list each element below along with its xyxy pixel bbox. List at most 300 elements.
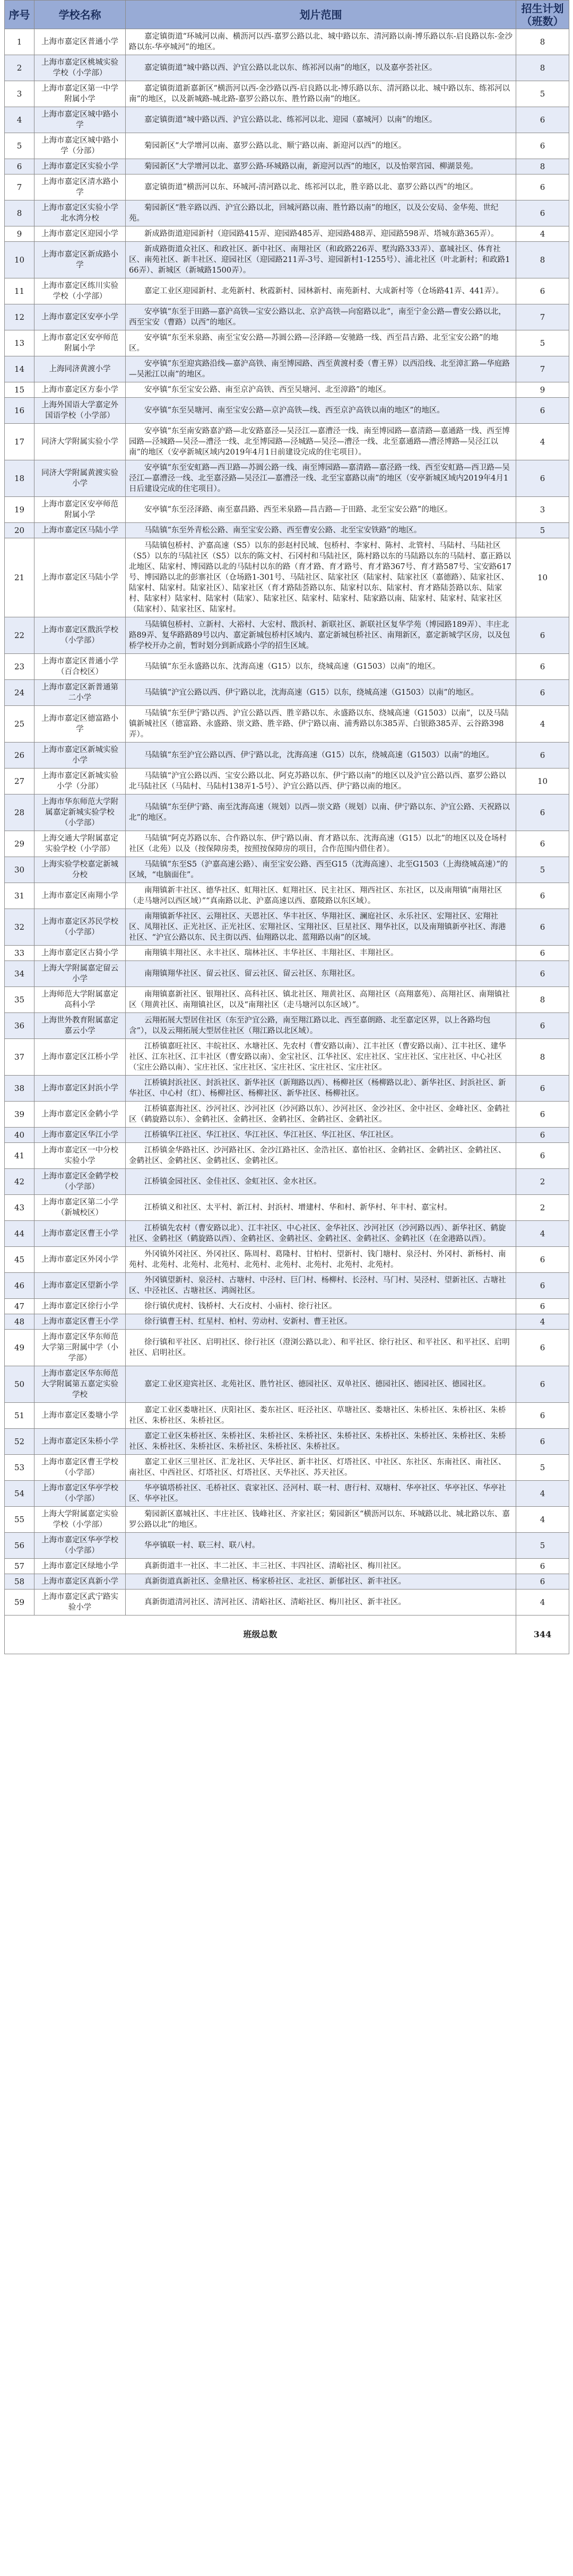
cell-school: 上海市嘉定区娄塘小学: [34, 1403, 126, 1429]
cell-no: 36: [5, 1013, 34, 1039]
cell-school: 上海市嘉定区实验小学北水湾分校: [34, 200, 126, 226]
cell-school: 上海市嘉定区金鹤学校（小学部）: [34, 1169, 126, 1195]
table-row: [5, 398, 569, 424]
cell-school: 上海市嘉定区普通小学（百合校区）: [34, 654, 126, 680]
cell-plan: 6: [516, 1273, 569, 1299]
table-row: [5, 617, 569, 654]
cell-school: 上海同济黄渡小学: [34, 356, 126, 382]
cell-area: 安亭镇“东至泾泽路、南至嘉昌路、西至米泉路—昌吉路—于田路、北至宝安公路”的地区。: [126, 497, 516, 523]
cell-school: 上海市嘉定区新普通第二小学: [34, 680, 126, 706]
cell-school: 上海市嘉定区苏民学校（小学部）: [34, 909, 126, 946]
cell-area: 马陆镇“东至外青松公路、南至宝安公路、西至曹安公路、北至宝安铁路”的地区。: [126, 523, 516, 538]
cell-plan: 6: [516, 200, 569, 226]
table-footer: [5, 1616, 569, 1654]
cell-school: 上海市嘉定区普通小学: [34, 29, 126, 55]
table-row: [5, 1299, 569, 1314]
cell-no: 47: [5, 1299, 34, 1314]
table-row: [5, 497, 569, 523]
table-row: [5, 1403, 569, 1429]
cell-area: 马陆镇“东至伊宁路、南至沈海高速（规划）以西—崇文路（规划）以南、伊宁路以东、沪宜公路、天祝路以北”的地区。: [126, 794, 516, 831]
cell-plan: 6: [516, 1128, 569, 1143]
cell-area: 安亭镇“东至宝安公路、南至京沪高铁、西至吴塘河、北至漳路”的地区。: [126, 382, 516, 398]
cell-no: 34: [5, 961, 34, 987]
cell-school: 上海市嘉定区德富路小学: [34, 706, 126, 743]
cell-plan: 9: [516, 382, 569, 398]
cell-school: 上海市嘉定区朱桥小学: [34, 1429, 126, 1455]
cell-no: 18: [5, 460, 34, 497]
cell-area: 菊园新区“胜辛路以西、沪宜公路以北，回城河路以南、胜竹路以南”的地区，以及公安局、金华苑、世纪苑。: [126, 200, 516, 226]
cell-area: 菊园新区“大学增河以北、嘉罗公路-环城路以南，新迎河以西”的地区，以及怡翠宫园、柳湖景苑。: [126, 159, 516, 174]
cell-area: 马陆镇包桥村、立新村、大裕村、大宏村、戬浜村、新联社区、新联社区复华学苑（博园路189弄）、丰庄北路89弄、复华路路89号以内、嘉定新城包桥村区域内、嘉定新城包桥社区、南翔新区，嘉定新城学区房，以及包桥学校开办之前，暂时划分到新成路小学的招生区域。: [126, 617, 516, 654]
cell-plan: 6: [516, 1143, 569, 1169]
table-row: [5, 1590, 569, 1616]
table-row: [5, 1330, 569, 1366]
cell-no: 5: [5, 133, 34, 159]
cell-no: 14: [5, 356, 34, 382]
cell-school: 上海大学附属嘉定实验学校（小学部）: [34, 1507, 126, 1533]
cell-school: 上海市嘉定区江桥小学: [34, 1039, 126, 1076]
cell-area: 马陆镇包桥村、沪嘉高速（S5）以东的彭赵村民域、包桥村、李家村、陈村、北管村、马陆村、马陆社区（S5）以东的马陆社区（S5）以东的陈文村、石冈村和马陆社区，陈村路以东的马陆路以东的马陆村、嘉正路以北地区、陆家村、博园路以北的马陆村以东的路（育才路、育才路号、育才路367号、育才路587号、宝安路617号、博园路以北的彭寨社区（仓场路1-301号、马陆社区、陆家社区（陆家村、陆家社区（嘉德路）、陆家社区、陆家村、陆家村。陆家社区）、陆家社区（育才路陆荟路以东、陆家村以东、陆家村、育才路陆荟路以东、陆家村、陆家村）陆家村、陆家村（陆家）、陆家社区、陆家村、陆家村、陆家路以南、陆家村、陆家村、陆家社区（陆家村）、陆家社区、陆家村。: [126, 538, 516, 617]
cell-school: 上海市嘉定区第二小学（新城校区）: [34, 1195, 126, 1221]
cell-area: 嘉定镇街道新嘉新区“横沥河以西-金沙路以西-启良路以北-博乐路以东、清河路以北、城中路以东、练祁河以南”的地区，以及新城路-城北路-嘉罗公路以东、胜竹路以南”的地区。: [126, 81, 516, 107]
cell-plan: 5: [516, 1455, 569, 1481]
cell-plan: 7: [516, 304, 569, 330]
table-row: [5, 1013, 569, 1039]
table-row: [5, 909, 569, 946]
cell-plan: 2: [516, 1169, 569, 1195]
cell-plan: 5: [516, 857, 569, 883]
cell-plan: 4: [516, 1507, 569, 1533]
table-row: [5, 1169, 569, 1195]
cell-school: 上海市嘉定区桃城实验学校（小学部）: [34, 55, 126, 81]
cell-area: 嘉定工业区迎宾社区、北苑社区、胜竹社区、德园社区、双单社区、德园社区、德园社区、德园社区。: [126, 1366, 516, 1403]
cell-area: 南翔镇嘉新社区、银翔社区、高科社区、镇北社区、翔黄社区、高翔社区（高翔嘉苑）、高翔社区、南翔镇社区（翔黄社区、南翔镇社区，以及“南翔社区（走马塘河以东区域）”。: [126, 987, 516, 1013]
cell-plan: 8: [516, 1039, 569, 1076]
cell-school: 上海交通大学附属嘉定实验学校（小学部）: [34, 831, 126, 857]
cell-plan: 4: [516, 1221, 569, 1247]
cell-school: 上海市嘉定区封浜小学: [34, 1076, 126, 1102]
table-row: [5, 460, 569, 497]
cell-school: 上海市嘉定区华江小学: [34, 1128, 126, 1143]
cell-area: 南翔镇丰翔社区、永丰社区、瑞林社区、丰华社区、丰翔社区、丰翔社区。: [126, 946, 516, 961]
cell-plan: 10: [516, 769, 569, 794]
cell-school: 上海市嘉定区练川实验学校（小学部）: [34, 278, 126, 304]
cell-no: 46: [5, 1273, 34, 1299]
cell-area: 马陆镇“沪宜公路以西、伊宁路以北，沈海高速（G15）以东，绕城高速（G1503）以南”的地区。: [126, 680, 516, 706]
cell-school: 上海市嘉定区南翔小学: [34, 883, 126, 909]
cell-area: 嘉定工业区娄塘社区、庆阳社区、娄东社区、旺泾社区、草塘社区、娄塘社区、朱桥社区、朱桥社区、朱桥社区、朱桥社区、朱桥社区。: [126, 1403, 516, 1429]
cell-school: 上海市嘉定区真新小学: [34, 1574, 126, 1590]
table-row: [5, 946, 569, 961]
cell-plan: 3: [516, 497, 569, 523]
cell-plan: 6: [516, 398, 569, 424]
cell-school: 上海市嘉定区安亭师范附属小学: [34, 330, 126, 356]
table-row: [5, 769, 569, 794]
header-plan: 招生计划（班数）: [516, 1, 569, 29]
cell-school: 同济大学附属实验小学: [34, 424, 126, 460]
table-row: [5, 706, 569, 743]
cell-plan: 5: [516, 523, 569, 538]
cell-school: 上海市嘉定区曹王小学: [34, 1221, 126, 1247]
cell-area: 嘉定镇街道“城中路以西、沪宜公路以北以东、练祁河以南”的地区，以及嘉亭荟社区。: [126, 55, 516, 81]
cell-area: 马陆镇“东至S5（沪嘉高速公路）、南至宝安公路、西至G15（沈海高速）、北至G1503（上海绕城高速）”的区域，“电脑面住”。: [126, 857, 516, 883]
cell-no: 50: [5, 1366, 34, 1403]
cell-area: 江桥镇嘉海社区、沙河社区、沙河社区（沙河路以东）、沙河社区、金沙社区、金中社区、金峰社区、金鹤社区（鹤旋路以东）、金鹤社区、金鹤社区、金鹤社区、金鹤社区、金鹤社区。: [126, 1102, 516, 1128]
cell-plan: 6: [516, 1299, 569, 1314]
cell-area: 安亭镇“东至迎宾路沿线—嘉沪高铁、南至博园路、西至黄渡村委（曹王界）以西沿线、北至漳汇路—华庭路—吴淞江以南”的地区。: [126, 356, 516, 382]
total-value: 344: [516, 1616, 569, 1654]
cell-area: 南翔镇新丰社区、德华社区、虹翔社区、虹翔社区、民主社区、翔西社区、东社区，以及南翔镇“南翔社区（走马塘河以西区域）”“真南路以北、沪嘉高速以西、嘉陵路以东区域）。: [126, 883, 516, 909]
cell-area: 嘉定工业区三里社区、汇龙社区、天华社区、新丰社区、灯塔社区、中社区、东社区、东南社区、南社区、南社区、中西社区、灯塔社区、灯塔社区、天华社区、苏天社区。: [126, 1455, 516, 1481]
cell-area: 徐行镇曹王村、红星村、柏村、劳动村、安新村、曹王社区。: [126, 1314, 516, 1330]
table-row: [5, 226, 569, 242]
table-row: [5, 1247, 569, 1273]
cell-area: 马陆镇“东至永盛路以东、沈海高速（G15）以东，绕城高速（G1503）以南”的地区。: [126, 654, 516, 680]
cell-plan: 6: [516, 654, 569, 680]
cell-school: 上海市嘉定区戬浜学校（小学部）: [34, 617, 126, 654]
cell-school: 上海市嘉定区曹王小学: [34, 1314, 126, 1330]
cell-plan: 6: [516, 1403, 569, 1429]
cell-school: 上海市嘉定区华亭学校（小学部）: [34, 1481, 126, 1507]
cell-no: 22: [5, 617, 34, 654]
cell-plan: 6: [516, 460, 569, 497]
cell-school: 上海世外教育附属嘉定嘉云小学: [34, 1013, 126, 1039]
cell-plan: 7: [516, 356, 569, 382]
cell-school: 上海市嘉定区武宁路实验小学: [34, 1590, 126, 1616]
table-row: [5, 831, 569, 857]
cell-no: 11: [5, 278, 34, 304]
cell-school: 上海市嘉定区实验小学: [34, 159, 126, 174]
table-body: [5, 29, 569, 1616]
cell-no: 51: [5, 1403, 34, 1429]
cell-no: 38: [5, 1076, 34, 1102]
table-row: [5, 1195, 569, 1221]
cell-no: 48: [5, 1314, 34, 1330]
cell-area: 外冈镇外冈社区、外冈社区、陈周村、葛隆村、甘柏村、望新村、钱门塘村、泉泾村、外冈村、新杨村、南苑村、北苑村、北苑村、北苑村、北苑村、北苑村、北苑村、北苑村、北苑村。: [126, 1247, 516, 1273]
cell-area: 江桥镇先农村（曹安路以北）、江丰社区、中心社区、金华社区、沙河社区（沙河路以西）、新华社区、鹤旋社区、金鹤社区（鹤旋路以西）、金鹤社区、金鹤社区、金鹤社区、金鹤社区、金鹤社区（在金港路以西）。: [126, 1221, 516, 1247]
cell-area: 徐行镇伏虎村、钱桥村、大石皮村、小庙村、徐行社区。: [126, 1299, 516, 1314]
cell-plan: 4: [516, 424, 569, 460]
table-row: [5, 538, 569, 617]
cell-no: 8: [5, 200, 34, 226]
cell-no: 17: [5, 424, 34, 460]
table-row: [5, 1314, 569, 1330]
header-area: 划片范围: [126, 1, 516, 29]
cell-plan: 4: [516, 1481, 569, 1507]
cell-plan: 6: [516, 1330, 569, 1366]
cell-plan: 8: [516, 55, 569, 81]
cell-plan: 4: [516, 1590, 569, 1616]
table-row: [5, 29, 569, 55]
table-row: [5, 1481, 569, 1507]
table-row: [5, 424, 569, 460]
table-row: [5, 242, 569, 278]
cell-no: 53: [5, 1455, 34, 1481]
table-row: [5, 987, 569, 1013]
cell-no: 32: [5, 909, 34, 946]
table-row: [5, 1507, 569, 1533]
table-row: [5, 55, 569, 81]
cell-area: 安亭镇“东至吴塘河、南至宝安公路—京沪高铁—线、西至京沪高铁以南的地区”的地区。: [126, 398, 516, 424]
cell-no: 24: [5, 680, 34, 706]
cell-area: 嘉定工业区迎园新村、北苑新村、秋霞新村、园林新村、南苑新村、大成新村等（仓场路41弄、441弄）。: [126, 278, 516, 304]
table-row: [5, 1128, 569, 1143]
cell-no: 19: [5, 497, 34, 523]
cell-plan: 6: [516, 107, 569, 133]
cell-no: 56: [5, 1533, 34, 1559]
cell-plan: 6: [516, 1559, 569, 1574]
cell-school: 上海市嘉定区曹王学校（小学部）: [34, 1455, 126, 1481]
cell-school: 上海市嘉定区华亭学校（小学部）: [34, 1533, 126, 1559]
table-row: [5, 1143, 569, 1169]
cell-area: 南翔镇新华社区、云翔社区、天恩社区、华丰社区、华翔社区、澜庭社区、永乐社区、宏翔社区、宏翔社区、凤翔社区、正光社区、正光社区、宏翔社区、宝翔社区、巨星社区、翔华社区，以及南翔镇新亭社区、海港社区、“沪宜公路以东、民主街以西、仙翔路以北、蓝翔路以南”的区域。: [126, 909, 516, 946]
cell-plan: 2: [516, 1195, 569, 1221]
cell-school: 同济大学附属黄渡实验小学: [34, 460, 126, 497]
table-row: [5, 356, 569, 382]
cell-area: 安亭镇“东至米泉路、南至宝安公路—苏圆公路—泾泽路—安驰路一线、西至昌吉路、北至宝安公路”的地区。: [126, 330, 516, 356]
cell-area: 华亭镇塔桥社区、毛桥社区、袁家社区、泾河村、联一村、唐行村、双塘村、华亭社区、华亭社区、华亭社区、华亭社区。: [126, 1481, 516, 1507]
cell-no: 6: [5, 159, 34, 174]
cell-school: 上海市嘉定区清水路小学: [34, 174, 126, 200]
cell-plan: 10: [516, 538, 569, 617]
cell-school: 上海大学附属嘉定留云小学: [34, 961, 126, 987]
table-row: [5, 1429, 569, 1455]
table-row: [5, 1366, 569, 1403]
cell-no: 41: [5, 1143, 34, 1169]
cell-plan: 6: [516, 278, 569, 304]
table-row: [5, 200, 569, 226]
header-no: 序号: [5, 1, 34, 29]
cell-area: 嘉定镇街道“环城河以南、横沥河以西-嘉罗公路以北、城中路以东、清河路以南-博乐路以东-启良路以东-金沙路以东-华亭城河”的地区。: [126, 29, 516, 55]
cell-school: 上海市嘉定区城中路小学: [34, 107, 126, 133]
cell-school: 上海市华东师范大学附属嘉定新城实验学校（小学部）: [34, 794, 126, 831]
cell-no: 9: [5, 226, 34, 242]
table-row: [5, 523, 569, 538]
cell-no: 2: [5, 55, 34, 81]
cell-no: 27: [5, 769, 34, 794]
cell-area: 江桥镇义和社区、太平村、新江村、封浜村、增建村、华和村、新华村、年丰村、嘉宝村。: [126, 1195, 516, 1221]
cell-school: 上海市嘉定区望新小学: [34, 1273, 126, 1299]
cell-area: 马陆镇“东至沪宜公路以西、伊宁路以北，沈海高速（G15）以东，绕城高速（G1503）以南”的地区。: [126, 743, 516, 769]
cell-school: 上海实验学校嘉定新城分校: [34, 857, 126, 883]
cell-school: 上海市嘉定区华东师范大学第三附属中学（小学部）: [34, 1330, 126, 1366]
cell-plan: 6: [516, 1076, 569, 1102]
cell-area: 江桥镇金园社区、金佳社区、金虹社区、金水社区。: [126, 1169, 516, 1195]
cell-school: 上海市嘉定区绿地小学: [34, 1559, 126, 1574]
cell-area: 江桥镇华江社区、华江社区、华江社区、华江社区、华江社区、华江社区。: [126, 1128, 516, 1143]
cell-no: 40: [5, 1128, 34, 1143]
cell-school: 上海市嘉定区古猗小学: [34, 946, 126, 961]
cell-no: 7: [5, 174, 34, 200]
cell-plan: 6: [516, 133, 569, 159]
cell-no: 15: [5, 382, 34, 398]
cell-area: 嘉定镇街道“城中路以西、沪宜公路以北、练祁河以北、迎园（嘉城河）以南”的地区。: [126, 107, 516, 133]
cell-plan: 8: [516, 242, 569, 278]
cell-plan: 4: [516, 1314, 569, 1330]
cell-school: 上海市嘉定区安亭小学: [34, 304, 126, 330]
cell-school: 上海市嘉定区马陆小学: [34, 523, 126, 538]
cell-plan: 4: [516, 706, 569, 743]
cell-area: 嘉定工业区朱桥社区、朱桥社区、朱桥社区、朱桥社区、朱桥社区、朱桥社区、朱桥社区、朱桥社区、朱桥社区、朱桥社区、朱桥社区、朱桥社区、朱桥社区、朱桥社区。: [126, 1429, 516, 1455]
table-row: [5, 107, 569, 133]
cell-plan: 6: [516, 946, 569, 961]
cell-plan: 5: [516, 81, 569, 107]
cell-plan: 8: [516, 987, 569, 1013]
cell-no: 39: [5, 1102, 34, 1128]
table-row: [5, 857, 569, 883]
cell-no: 16: [5, 398, 34, 424]
cell-school: 上海市嘉定区新成路小学: [34, 242, 126, 278]
cell-area: 马陆镇“沪宜公路以西、宝安公路以北、阿克苏路以东、伊宁路以南”的地区以及沪宜公路以西、嘉罗公路以北马陆社区（马陆村、马陆村138弄1-5号）、沪宜公路以西、伊宁路以南的地区。: [126, 769, 516, 794]
cell-plan: 6: [516, 1366, 569, 1403]
cell-no: 35: [5, 987, 34, 1013]
table-row: [5, 794, 569, 831]
table-row: [5, 174, 569, 200]
enrollment-zoning-table: [4, 0, 569, 1654]
cell-area: 真新街道丰一社区、丰二社区、丰三社区、丰四社区、清峪社区、梅川社区。: [126, 1559, 516, 1574]
cell-plan: 6: [516, 743, 569, 769]
cell-plan: 6: [516, 794, 569, 831]
cell-area: 华亭镇联一村、联三村、联八村。: [126, 1533, 516, 1559]
cell-no: 33: [5, 946, 34, 961]
cell-no: 25: [5, 706, 34, 743]
cell-no: 10: [5, 242, 34, 278]
cell-no: 55: [5, 1507, 34, 1533]
table-row: [5, 1221, 569, 1247]
cell-plan: 6: [516, 1102, 569, 1128]
cell-area: 外冈镇望新村、泉泾村、古塘村、中泾村、巨门村、杨柳村、长泾村、马门村、吴泾村、望新社区、古塘社区、中泾社区、古塘社区、鸿阁社区。: [126, 1273, 516, 1299]
cell-no: 26: [5, 743, 34, 769]
cell-no: 4: [5, 107, 34, 133]
cell-plan: 6: [516, 680, 569, 706]
cell-school: 上海市嘉定区第一中学附属小学: [34, 81, 126, 107]
cell-school: 上海市嘉定区安亭师范附属小学: [34, 497, 126, 523]
cell-plan: 5: [516, 1533, 569, 1559]
cell-plan: 4: [516, 226, 569, 242]
table-row: [5, 654, 569, 680]
cell-no: 20: [5, 523, 34, 538]
cell-plan: 6: [516, 909, 569, 946]
cell-area: 菊园新区“大学增河以南、嘉罗公路以北、顺宁路以南、新迎河以西”的地区。: [126, 133, 516, 159]
cell-no: 42: [5, 1169, 34, 1195]
total-label: 班级总数: [5, 1616, 516, 1654]
cell-no: 21: [5, 538, 34, 617]
cell-area: 新成路街道众社区、和政社区、新中社区、南翔社区（和政路226弄、墅沟路333弄）、嘉城社区、体育社区、南苑社区、新丰社区、迎园社区（迎园路211弄-3号、迎园新村1-1255号）、浦北社区（叶北新村；和政路166弄）、新城区（新城路1500弄）。: [126, 242, 516, 278]
table-row: [5, 680, 569, 706]
cell-plan: 6: [516, 831, 569, 857]
table-row: [5, 1559, 569, 1574]
cell-school: 上海师范大学附属嘉定高科小学: [34, 987, 126, 1013]
cell-area: 安亭镇“东至南安路嘉沪路—北安路嘉泾—吴泾江—嘉漕泾一线、南至博园路—嘉清路—嘉通路一线、西至博园路—泾城路—吴泾—漕泾一线、北至博园路—泾城路—吴泾—漕泾一线、北至嘉通路—漕泾博路—吴泾江以南”的地区（安亭新城区域内2019年4月1日前建设完成的住宅项目）。: [126, 424, 516, 460]
cell-school: 上海市嘉定区新城实验小学（分部）: [34, 769, 126, 794]
table-row: [5, 330, 569, 356]
cell-plan: 5: [516, 330, 569, 356]
cell-school: 上海市嘉定区金鹤小学: [34, 1102, 126, 1128]
cell-area: 云翔拓展大型居住社区（东至沪宜公路，南至翔江路以北、西至嘉朗路、北至嘉定区界，以上各路均包含”），以及云翔拓展大型居住社区（翔江路以北区域）。: [126, 1013, 516, 1039]
header-school: 学校名称: [34, 1, 126, 29]
cell-area: 江桥镇嘉旺社区、丰皖社区、水塘社区、先农村（曹安路以南）、江丰社区（曹安路以南）、江丰社区、建华社区、江东社区、江丰社区（曹安路以南）、金宝社区、江华社区、宏庄社区、宝庄社区、宝庄社区、中心社区（宝庄公路以南）、宝庄社区、宝庄社区、宝庄社区、宝庄社区、宝庄社区。: [126, 1039, 516, 1076]
cell-no: 45: [5, 1247, 34, 1273]
cell-plan: 8: [516, 159, 569, 174]
cell-plan: 6: [516, 883, 569, 909]
cell-area: 新成路街道迎园新村（迎园路415弄、迎园路485弄、迎园路488弄、迎园路598弄、塔城东路365弄）。: [126, 226, 516, 242]
cell-school: 上海市嘉定区一中分校实验小学: [34, 1143, 126, 1169]
cell-no: 29: [5, 831, 34, 857]
header-row: [5, 1, 569, 29]
cell-school: 上海市嘉定区徐行小学: [34, 1299, 126, 1314]
cell-no: 31: [5, 883, 34, 909]
cell-school: 上海市嘉定区新城实验小学: [34, 743, 126, 769]
cell-no: 1: [5, 29, 34, 55]
cell-plan: 6: [516, 1574, 569, 1590]
cell-school: 上海市嘉定区外冈小学: [34, 1247, 126, 1273]
table-row: [5, 961, 569, 987]
table-row: [5, 304, 569, 330]
table-row: [5, 1039, 569, 1076]
cell-no: 13: [5, 330, 34, 356]
table-row: [5, 159, 569, 174]
cell-no: 37: [5, 1039, 34, 1076]
table-row: [5, 1273, 569, 1299]
cell-no: 30: [5, 857, 34, 883]
cell-area: 安亭镇“东至安虹路—西卫路—苏圆公路一线、南至博园路—嘉清路—嘉泾路一线、西至安虹路—西卫路—吴泾江—嘉漕泾一线、北至嘉泾路—吴泾江—嘉漕泾一线、北至宝嘉路以南”的地区（安亭新城区域内2019年4月1日后建设完成的住宅项目）。: [126, 460, 516, 497]
cell-school: 上海市嘉定区迎园小学: [34, 226, 126, 242]
cell-plan: 6: [516, 617, 569, 654]
table-header: [5, 1, 569, 29]
cell-area: 嘉定镇街道“横沥河以东、环城河-清河路以北、练祁河以北，胜辛路以北、嘉罗公路以西”的地区。: [126, 174, 516, 200]
cell-no: 57: [5, 1559, 34, 1574]
cell-no: 52: [5, 1429, 34, 1455]
cell-no: 49: [5, 1330, 34, 1366]
cell-no: 23: [5, 654, 34, 680]
cell-no: 59: [5, 1590, 34, 1616]
cell-area: 徐行镇和平社区、启明社区、徐行社区（澄浏公路以北）、和平社区、徐行社区、和平社区、和平社区、启明社区、启明社区。: [126, 1330, 516, 1366]
table-row: [5, 883, 569, 909]
table-row: [5, 382, 569, 398]
cell-area: 马陆镇“阿克苏路以东、合作路以东、伊宁路以南、育才路以东、沈海高速（G15）以北”的地区以及仓场村社区（北苑）以及（按保障房类，按照按保障房的项目，合作范围内借住者）。: [126, 831, 516, 857]
cell-area: 安亭镇“东至于田路—嘉沪高铁—宝安公路以北、京沪高铁—向窑路以北”，南至宁金公路—曹安公路以北，西至宝安（曹路）以西”的地区。: [126, 304, 516, 330]
cell-no: 3: [5, 81, 34, 107]
cell-no: 28: [5, 794, 34, 831]
table-row: [5, 743, 569, 769]
cell-plan: 6: [516, 961, 569, 987]
cell-plan: 6: [516, 1429, 569, 1455]
table-row: [5, 1574, 569, 1590]
cell-school: 上海外国语大学嘉定外国语学校（小学部）: [34, 398, 126, 424]
cell-plan: 8: [516, 29, 569, 55]
cell-school: 上海市嘉定区城中路小学（分部）: [34, 133, 126, 159]
cell-area: 真新街道真新社区、金鼎社区、杨家桥社区、北社区、新郁社区、新丰社区。: [126, 1574, 516, 1590]
table-row: [5, 1455, 569, 1481]
table-row: [5, 1533, 569, 1559]
cell-area: 马陆镇“东至伊宁路以西、沪宜公路以西、胜辛路以东、永盛路以东、绕城高速（G1503）以南”，以及马陆镇新城社区（德富路、永盛路、崇文路、胜辛路、伊宁路以南、浦秀路以东385弄、白银路385弄、云谷路398弄）。: [126, 706, 516, 743]
table-row: [5, 133, 569, 159]
table-row: [5, 278, 569, 304]
cell-no: 58: [5, 1574, 34, 1590]
cell-area: 菊园新区嘉城社区、丰庄社区、钱峰社区、齐家社区；菊园新区“横沥河以东、环城路以北、城北路以东、嘉罗公路以北”的地区。: [126, 1507, 516, 1533]
cell-no: 43: [5, 1195, 34, 1221]
total-row: [5, 1616, 569, 1654]
cell-no: 44: [5, 1221, 34, 1247]
table-row: [5, 1076, 569, 1102]
cell-school: 上海市嘉定区方泰小学: [34, 382, 126, 398]
cell-plan: 6: [516, 174, 569, 200]
cell-area: 南翔镇翔华社区、留云社区、留云社区、留云社区、东翔社区。: [126, 961, 516, 987]
cell-area: 江桥镇金华路社区、沙河路社区、金沙江路社区、金浩社区、嘉怡社区、金鹤社区、金鹤社区、金鹤社区、金鹤社区、金鹤社区、金鹤社区、金鹤社区。: [126, 1143, 516, 1169]
cell-plan: 6: [516, 1247, 569, 1273]
cell-school: 上海市嘉定区华东师范大学附属第五嘉定实验学校: [34, 1366, 126, 1403]
cell-no: 12: [5, 304, 34, 330]
